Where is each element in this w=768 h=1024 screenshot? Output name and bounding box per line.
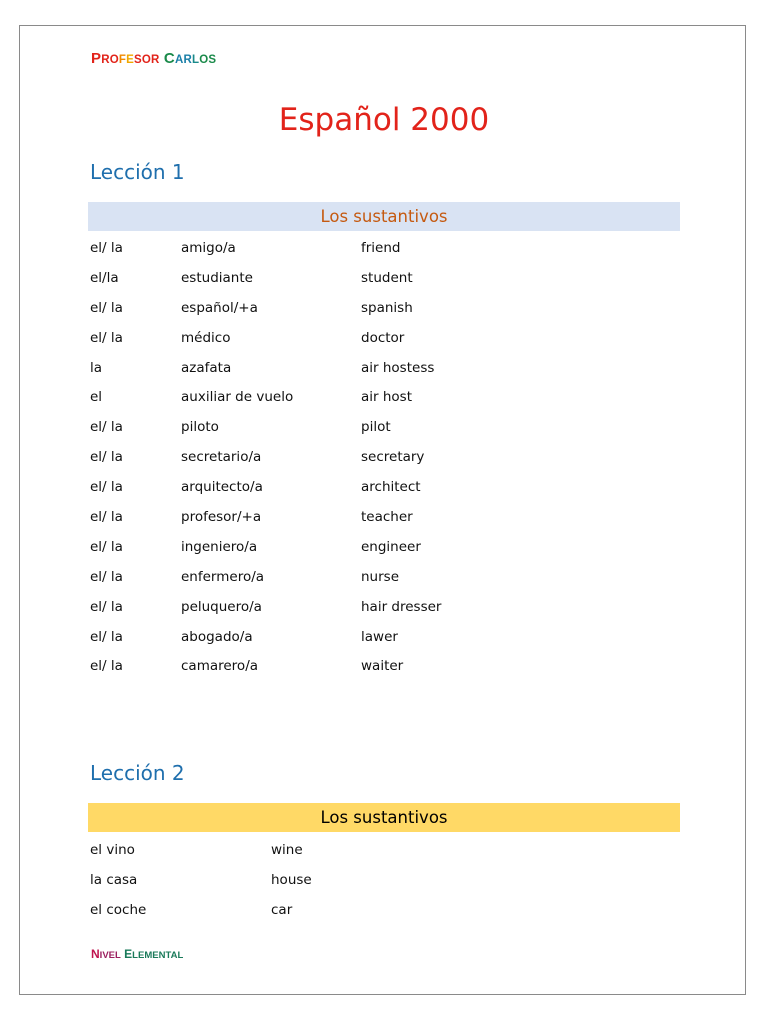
vocab-english: student — [361, 269, 413, 286]
vocab-article: el/ la — [90, 598, 123, 615]
vocab-english: nurse — [361, 568, 400, 585]
vocab-spanish: azafata — [181, 359, 232, 376]
footer-second-word: ELEMENTAL — [124, 947, 184, 961]
footer-level — [91, 947, 183, 961]
vocab-article: el/ la — [90, 299, 123, 316]
vocab-english: waiter — [361, 658, 404, 675]
page-title: Español 2000 — [278, 102, 490, 138]
lesson-1-heading: Lección 1 — [90, 160, 185, 184]
vocab-spanish: ingeniero/a — [181, 538, 258, 555]
vocab-english: teacher — [361, 509, 413, 526]
vocab-spanish: arquitecto/a — [181, 479, 263, 496]
vocab-article: el/ la — [90, 628, 123, 645]
vocab-spanish: amigo/a — [181, 240, 236, 256]
vocab-article: el/ la — [90, 479, 123, 496]
vocab-spanish: español/+a — [181, 299, 258, 316]
brand-second-word: CARLOS — [163, 50, 217, 67]
vocab-english: lawer — [361, 628, 398, 645]
vocab-spanish: piloto — [181, 419, 219, 436]
vocab-article: el/ la — [90, 419, 123, 436]
vocab-english: hair dresser — [361, 598, 442, 615]
vocab-article: el/ la — [90, 568, 123, 585]
vocab-article: el/ la — [90, 538, 123, 555]
vocab-article: el/ la — [90, 509, 123, 526]
vocab-article: el/ la — [90, 658, 123, 675]
vocab-spanish: profesor/+a — [181, 509, 262, 526]
vocab-english: engineer — [361, 538, 421, 555]
vocab-english: air hostess — [361, 359, 435, 376]
vocab-spanish: médico — [181, 329, 231, 346]
vocab-article: el/la — [90, 269, 119, 286]
vocab-english: architect — [361, 479, 421, 496]
vocab-english: doctor — [361, 329, 405, 346]
vocab-spanish: la casa — [90, 871, 138, 888]
vocab-english: pilot — [361, 419, 391, 436]
vocab-english: car — [271, 901, 293, 918]
vocab-article: el/ la — [90, 449, 123, 466]
vocab-english: air host — [361, 389, 413, 406]
lesson-1-band: Los sustantivos — [88, 202, 680, 231]
vocab-english: friend — [361, 240, 401, 256]
vocab-spanish: abogado/a — [181, 628, 253, 645]
brand-first-word: PROFESOR — [91, 50, 160, 67]
vocab-spanish: el vino — [90, 842, 135, 858]
vocab-spanish: auxiliar de vuelo — [181, 389, 294, 406]
vocab-spanish: peluquero/a — [181, 598, 262, 615]
vocab-spanish: secretario/a — [181, 449, 262, 466]
vocab-english: house — [271, 871, 312, 888]
lesson-2-heading: Lección 2 — [90, 761, 185, 785]
vocab-spanish: camarero/a — [181, 658, 259, 675]
brand-header — [91, 50, 216, 67]
vocab-spanish: estudiante — [181, 269, 253, 286]
vocab-english: wine — [271, 842, 303, 858]
vocab-english: spanish — [361, 299, 413, 316]
lesson-2-band: Los sustantivos — [88, 803, 680, 832]
vocab-english: secretary — [361, 449, 425, 466]
vocab-spanish: enfermero/a — [181, 568, 265, 585]
vocab-article: el/ la — [90, 240, 123, 256]
footer-first-word: NIVEL — [91, 947, 121, 961]
vocab-article: la — [90, 359, 103, 376]
vocab-spanish: el coche — [90, 901, 147, 918]
vocab-article: el/ la — [90, 329, 123, 346]
vocab-article: el — [90, 389, 103, 406]
